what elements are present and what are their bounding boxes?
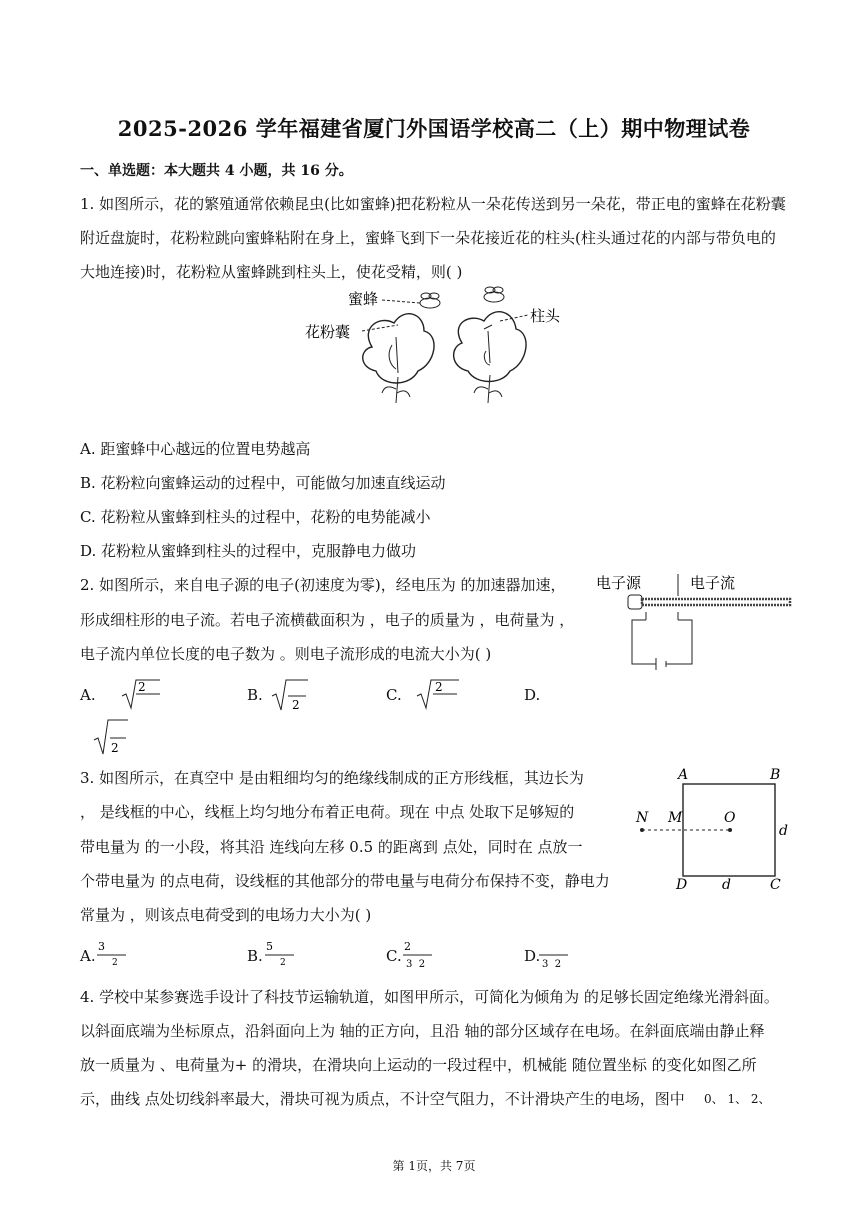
svg-text:O: O [724, 810, 736, 826]
svg-text:C: C [770, 877, 781, 893]
q4-line: 4. 学校中某参赛选手设计了科技节运输轨道，如图甲所示，可简化为倾角为 的足够长固定绝缘光滑斜面。 [80, 988, 779, 1006]
svg-text:B: B [770, 767, 781, 783]
svg-text:D: D [676, 877, 688, 893]
q4-line: 以斜面底端为坐标原点，沿斜面向上为 轴的正方向，且沿 轴的部分区域存在电场。在斜面底端由静止释 [80, 1022, 765, 1040]
svg-text:2: 2 [112, 958, 118, 968]
q4-subscripts: 0、 1、 2、 [704, 1092, 771, 1106]
q3-line: ， 是线框的中心，线框上均匀地分布着正电荷。现在 中点 处取下足够短的 [80, 803, 575, 821]
svg-text:N: N [636, 810, 649, 826]
sqrt-expression [92, 716, 132, 756]
bee-icon [484, 287, 504, 302]
bee-icon [420, 293, 440, 308]
label-stigma: 柱头 [530, 307, 561, 325]
svg-text:2: 2 [280, 958, 286, 968]
q3-option-c-label: C. [386, 947, 402, 965]
page-footer: 第 1页，共 7页 [392, 1159, 476, 1173]
label-electron-source: 电子源 [596, 574, 642, 592]
q3-option-b-label: B. [247, 947, 263, 965]
flower-bee-figure [300, 285, 570, 410]
svg-text:2: 2 [111, 741, 119, 755]
square-frame-figure [630, 762, 800, 897]
q3-line: 常量为 ，则该点电荷受到的电场力大小为( ) [80, 906, 372, 924]
q2-option-d-label: D. [524, 686, 541, 704]
page-title: 2025-2026 学年福建省厦门外国语学校高二（上）期中物理试卷 [117, 116, 751, 141]
fraction [96, 938, 130, 968]
q3-line: 带电量为 的一小段，将其沿 连线向左移 0.5 的距离到 点处，同时在 点放一 [80, 838, 583, 856]
svg-text:2: 2 [404, 940, 411, 953]
svg-text:2: 2 [435, 680, 443, 694]
svg-text:M: M [668, 810, 683, 826]
q3-line: 3. 如图所示，在真空中 是由粗细均匀的绝缘线制成的正方形线框，其边长为 [80, 769, 584, 787]
q2-option-c-label: C. [386, 686, 402, 704]
q1-option-d: D. 花粉粒从蜜蜂到柱头的过程中，克服静电力做功 [80, 542, 417, 560]
q3-option-d-label: D. [524, 947, 541, 965]
q1-option-a: A. 距蜜蜂中心越远的位置电势越高 [80, 440, 311, 458]
section-heading: 一、单选题：本大题共 4 小题，共 16 分。 [80, 163, 353, 179]
q1-option-c: C. 花粉粒从蜜蜂到柱头的过程中，花粉的电势能减小 [80, 508, 431, 526]
q1-line: 1. 如图所示，花的繁殖通常依赖昆虫(比如蜜蜂)把花粉粒从一朵花传送到另一朵花，带正电的蜜蜂在花粉囊 [80, 195, 786, 213]
q2-option-b-label: B. [247, 686, 263, 704]
fraction [264, 938, 298, 968]
q4-line: 示，曲线 点处切线斜率最大，滑块可视为质点，不计空气阻力，不计滑块产生的电场，图中 [80, 1090, 685, 1108]
label-anther: 花粉囊 [305, 323, 351, 341]
q2-line: 形成细柱形的电子流。若电子流横截面积为 ，电子的质量为 ，电荷量为 ， [80, 611, 575, 629]
svg-text:3 2: 3 2 [542, 959, 562, 970]
fraction [402, 938, 436, 970]
svg-text:2: 2 [292, 698, 300, 712]
q2-line: 电子流内单位长度的电子数为 。则电子流形成的电流大小为( ) [80, 645, 492, 663]
q1-line: 大地连接)时，花粉粒从蜜蜂跳到柱头上，使花受精，则( ) [80, 263, 463, 281]
svg-text:3 2: 3 2 [406, 959, 426, 970]
fraction [538, 938, 572, 970]
q2-option-a-label: A. [80, 686, 96, 704]
svg-text:5: 5 [266, 940, 273, 953]
svg-text:A: A [678, 767, 689, 783]
electron-beam-figure [590, 570, 800, 675]
svg-text:2: 2 [138, 680, 146, 694]
q2-line: 2. 如图所示，来自电子源的电子(初速度为零)，经电压为 的加速器加速， [80, 576, 566, 594]
sqrt-expression [270, 676, 312, 712]
sqrt-expression [120, 676, 162, 710]
label-bee: 蜜蜂 [348, 290, 379, 308]
q3-line: 个带电量为 的点电荷，设线框的其他部分的带电量与电荷分布保持不变，静电力 [80, 872, 610, 890]
q4-line: 放一质量为 、电荷量为+ 的滑块，在滑块向上运动的一段过程中，机械能 随位置坐标 的变化如图乙所 [80, 1056, 757, 1074]
sqrt-expression [415, 676, 461, 710]
q1-line: 附近盘旋时，花粉粒跳向蜜蜂粘附在身上，蜜蜂飞到下一朵花接近花的柱头(柱头通过花的内部与带负电的 [80, 229, 776, 247]
svg-text:d: d [779, 823, 788, 839]
svg-text:3: 3 [98, 940, 105, 953]
q3-option-a-label: A. [80, 947, 96, 965]
svg-text:d: d [722, 877, 731, 893]
q1-option-b: B. 花粉粒向蜜蜂运动的过程中，可能做匀加速直线运动 [80, 474, 446, 492]
label-electron-beam: 电子流 [690, 574, 736, 592]
